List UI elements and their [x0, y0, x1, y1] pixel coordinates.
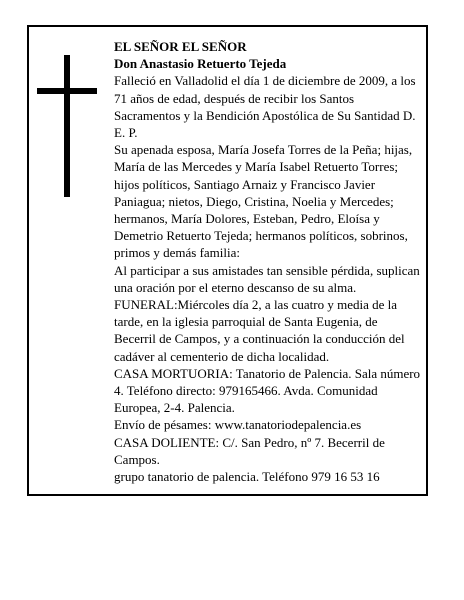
death-details: Falleció en Valladolid el día 1 de diciembre de 2009, a los 71 años de edad, después de recibir los Santos Sacramentos y la Bendición Apostólica de Su Santidad D. E. P.: [114, 73, 416, 141]
family-list: Su apenada esposa, María Josefa Torres de la Peña; hijas, María de las Mercedes y María Isabel Retuerto Torres; hijos políticos, Santiago Arnaiz y Francisco Javier Paniagua; nietos, Diego, Cristina, Noelia y Mercedes; hermanos, María Dolores, Esteban, Pedro, Eloísa y Demetrio Retuerto Tejeda; hermanos políticos, sobrinos, primos y demás familia:: [114, 142, 413, 261]
deceased-name: Don Anastasio Retuerto Tejeda: [114, 56, 287, 72]
cross-horizontal-bar: [37, 88, 97, 94]
funeral-details: FUNERAL:Miércoles día 2, a las cuatro y media de la tarde, en la iglesia parroquial de Santa Eugenia, de Becerril de Campos, y a continuación la conducción del cadáver al cementerio de dicha localidad.: [114, 297, 405, 364]
condolences-link: Envío de pésames: www.tanatoriodepalencia.es: [114, 417, 362, 433]
funeral-home-footer: grupo tanatorio de palencia. Teléfono 979 16 53 16: [114, 469, 380, 485]
obituary-text: [114, 38, 422, 485]
casa-mortuoria: CASA MORTUORIA: Tanatorio de Palencia. Sala número 4. Teléfono directo: 979165466. Avda. Comunidad Europea, 2-4. Palencia.: [114, 365, 421, 416]
casa-doliente: CASA DOLIENTE: C/. San Pedro, nº 7. Becerril de Campos.: [114, 434, 385, 467]
prayer-request: Al participar a sus amistades tan sensible pérdida, suplican una oración por el eterno descanso de su alma.: [114, 262, 420, 295]
cross-vertical-bar: [64, 55, 70, 197]
obituary-header: EL SEÑOR EL SEÑOR: [114, 39, 247, 54]
